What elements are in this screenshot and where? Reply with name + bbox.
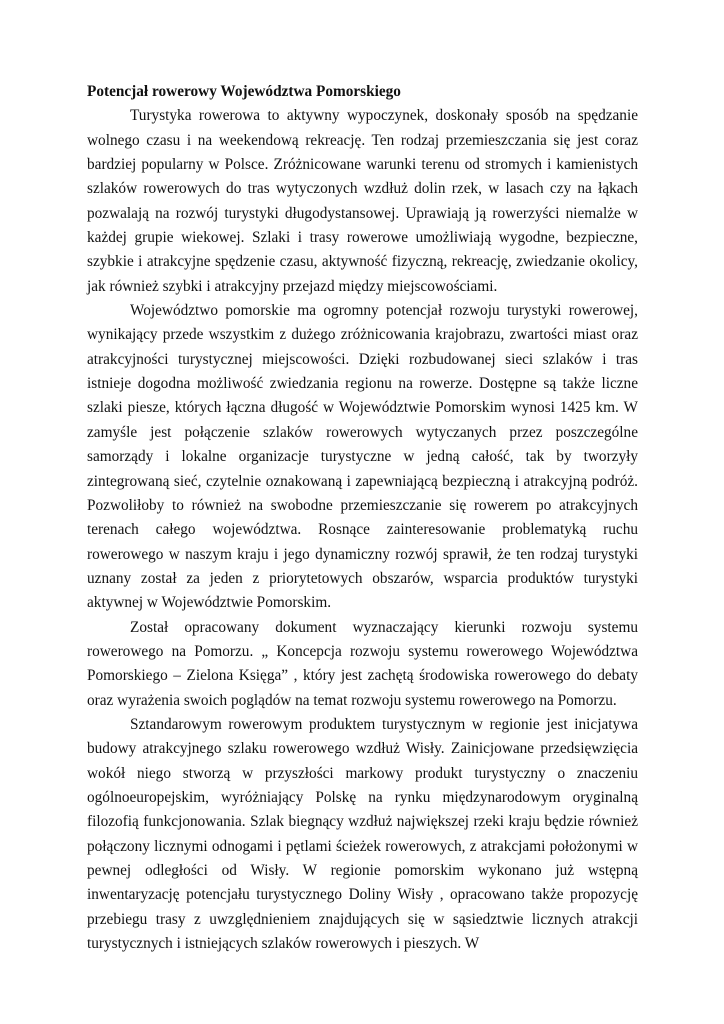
paragraph-intro: Turystyka rowerowa to aktywny wypoczynek, doskonały sposób na spędzanie wolnego czasu i na weekendową rekreację. Ten rodzaj przemieszczania się jest coraz bardziej popularny w Polsce. Zróżnicowane warunki terenu od stromych i kamienistych szlaków rowerowych do tras wytyczonych wzdłuż dolin rzek, w lasach czy na łąkach pozwalają na rozwój turystyki długodystansowej. Uprawiają ją rowerzyści niemalże w każdej grupie wiekowej. Szlaki i trasy rowerowe umożliwiają wygodne, bezpieczne, szybkie i atrakcyjne spędzenie czasu, aktywność fizyczną, rekreację, zwiedzanie okolicy, jak również szybki i atrakcyjny przejazd między miejscowościami. [87, 107, 638, 295]
paragraph-green-book: Został opracowany dokument wyznaczający kierunki rozwoju systemu rowerowego na Pomorzu. „ Koncepcja rozwoju systemu rowerowego Województwa Pomorskiego – Zielona Księga” , który jest zachętą środowiska rowerowego do debaty oraz wyrażenia swoich poglądów na temat rozwoju systemu rowerowego na Pomorzu. [87, 618, 638, 709]
document-title: Potencjał rowerowy Województwa Pomorskiego [87, 83, 401, 100]
document-body [87, 80, 638, 956]
paragraph-potential: Województwo pomorskie ma ogromny potencjał rozwoju turystyki rowerowej, wynikający przede wszystkim z dużego zróżnicowania krajobrazu, zwartości miast oraz atrakcyjności turystycznej miejscowości. Dzięki rozbudowanej sieci szlaków i tras istnieje dogodna możliwość zwiedzania regionu na rowerze. Dostępne są także liczne szlaki piesze, których łączna długość w Województwie Pomorskim wynosi 1425 km. W zamyśle jest połączenie szlaków rowerowych wytyczanych przez poszczególne samorządy i lokalne organizacje turystyczne w jedną całość, tak by tworzyły zintegrowaną sieć, czytelnie oznakowaną i zapewniającą bezpieczną i atrakcyjną podróż. Pozwoliłoby to również na swobodne przemieszczanie się rowerem po atrakcyjnych terenach całego województwa. Rosnące zainteresowanie problematyką ruchu rowerowego w naszym kraju i jego dynamiczny rozwój sprawił, że ten rodzaj turystyki uznany został za jeden z priorytetowych obszarów, wsparcia produktów turystyki aktywnej w Województwie Pomorskim. [87, 302, 638, 612]
paragraph-vistula-trail: Sztandarowym rowerowym produktem turystycznym w regionie jest inicjatywa budowy atrakcyjnego szlaku rowerowego wzdłuż Wisły. Zainicjowane przedsięwzięcia wokół niego stworzą w przyszłości markowy produkt turystyczny o znaczeniu ogólnoeuropejskim, wyróżniający Polskę na rynku międzynarodowym oryginalną filozofią funkcjonowania. Szlak biegnący wzdłuż największej rzeki kraju będzie również połączony licznymi odnogami i pętlami ścieżek rowerowych, z atrakcjami położonymi w pewnej odległości od Wisły. W regionie pomorskim wykonano już wstępną inwentaryzację potencjału turystycznego Doliny Wisły , opracowano także propozycję przebiegu trasy z uwzględnieniem znajdujących się w sąsiedztwie licznych atrakcji turystycznych i istniejących szlaków rowerowych i pieszych. W [87, 715, 638, 953]
